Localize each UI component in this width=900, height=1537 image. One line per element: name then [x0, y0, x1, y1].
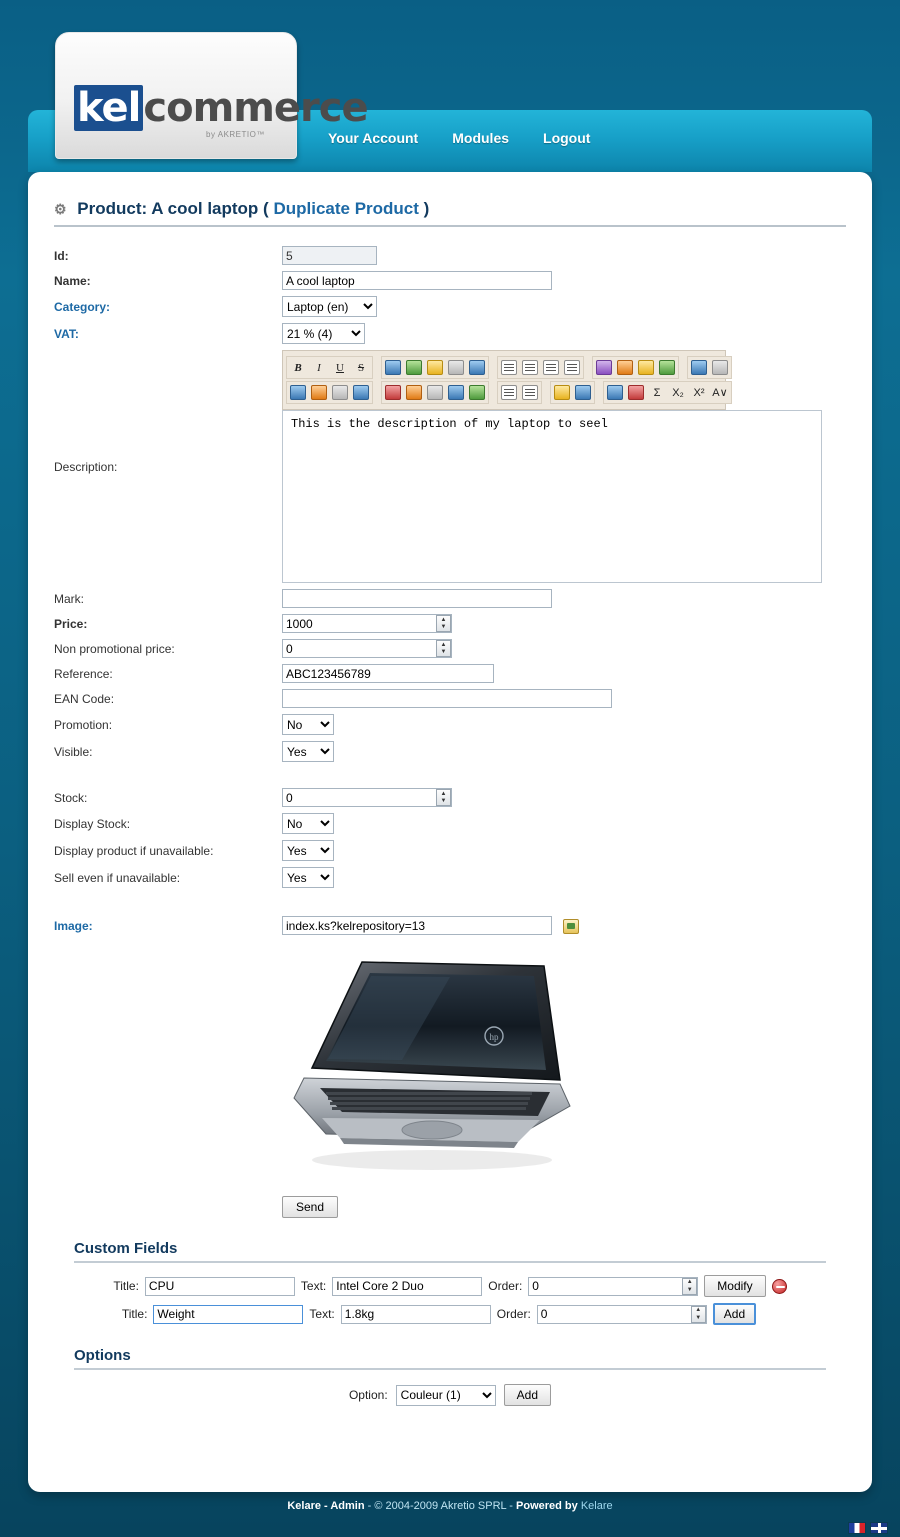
cf-title-label-1: Title: — [113, 1279, 139, 1293]
custom-field-row — [54, 1303, 846, 1325]
product-image — [282, 948, 582, 1188]
rich-text-editor — [282, 350, 846, 583]
nav-item-your-account[interactable]: Your Account — [328, 130, 419, 146]
svg-text:hp: hp — [489, 1032, 499, 1042]
cf-order-stepper-2[interactable]: ▲ ▼ — [691, 1306, 706, 1323]
dropdown-arrow-icon[interactable] — [710, 358, 730, 377]
logo-text — [74, 85, 368, 131]
cf-modify-button[interactable]: Modify — [704, 1275, 765, 1297]
cf-text-input-1[interactable] — [332, 1277, 482, 1296]
ordered-list-icon[interactable] — [499, 383, 519, 402]
form-row-mark — [54, 586, 846, 611]
content-panel — [28, 172, 872, 1492]
form-row-image — [54, 913, 846, 938]
editor-group-color — [592, 356, 679, 379]
options-divider — [74, 1368, 826, 1370]
display-stock-label: Display Stock: — [54, 816, 131, 831]
spellcheck-icon[interactable] — [605, 383, 625, 402]
footer-sep-2: - — [509, 1500, 513, 1512]
align-right-icon[interactable] — [541, 358, 561, 377]
description-editor-body[interactable] — [282, 410, 822, 583]
preview-eye-icon[interactable] — [689, 358, 709, 377]
option-label: Option: — [348, 1388, 388, 1402]
title-divider — [54, 225, 846, 227]
header — [0, 0, 900, 175]
non-promo-price-stepper[interactable]: ▲ ▼ — [436, 640, 451, 657]
logo-subtitle: by AKRETIO™ — [206, 130, 265, 139]
email-link-icon[interactable] — [383, 358, 403, 377]
cf-order-label-1: Order: — [488, 1279, 523, 1293]
mark-input[interactable] — [282, 589, 552, 608]
underline-icon[interactable]: U — [336, 361, 344, 374]
nav-item-logout[interactable]: Logout — [543, 130, 591, 146]
redo-icon[interactable] — [573, 383, 593, 402]
undo-icon[interactable] — [552, 383, 572, 402]
editor-group-clipboard — [286, 381, 373, 404]
form-row-display-stock — [54, 810, 846, 837]
form-row-stock — [54, 785, 846, 810]
logo-kel: kel — [74, 85, 143, 131]
editor-group-text-style — [286, 356, 373, 379]
options-heading: Options — [74, 1347, 131, 1364]
cut-icon[interactable] — [330, 383, 350, 402]
promotion-select[interactable] — [282, 714, 334, 735]
page-title-prefix: Product: — [77, 199, 148, 218]
form-row-ean — [54, 686, 846, 711]
spacer — [54, 765, 282, 785]
special-char-icon[interactable] — [657, 358, 677, 377]
form-row-sell-unavailable — [54, 864, 846, 891]
id-label: Id: — [54, 248, 69, 263]
cf-order-input-1[interactable] — [528, 1277, 698, 1296]
stock-stepper[interactable]: ▲ ▼ — [436, 789, 451, 806]
price-label: Price: — [54, 616, 88, 631]
image-input[interactable] — [282, 916, 552, 935]
gear-icon: ⚙ — [54, 201, 67, 217]
option-add-button[interactable]: Add — [504, 1384, 551, 1406]
sigma-icon[interactable]: Σ — [653, 386, 661, 399]
non-promo-price-label: Non promotional price: — [54, 641, 175, 656]
form-row-id — [54, 243, 846, 268]
reference-label: Reference: — [54, 666, 113, 681]
cf-add-button[interactable]: Add — [713, 1303, 756, 1325]
form-row-price — [54, 611, 846, 636]
image-label: Image: — [54, 918, 93, 933]
cf-remove-icon[interactable] — [772, 1279, 787, 1294]
sell-unavailable-label: Sell even if unavailable: — [54, 870, 181, 885]
sell-unavailable-select[interactable] — [282, 867, 334, 888]
italic-icon[interactable]: I — [317, 361, 321, 374]
option-row — [54, 1384, 846, 1406]
cf-order-input-2[interactable] — [537, 1305, 707, 1324]
visible-select[interactable] — [282, 741, 334, 762]
send-button[interactable]: Send — [282, 1196, 338, 1218]
duplicate-product-link[interactable]: Duplicate Product — [273, 199, 419, 218]
ean-label: EAN Code: — [54, 691, 115, 706]
logo[interactable] — [55, 32, 368, 159]
emoticon-icon[interactable] — [636, 358, 656, 377]
form-row-description — [54, 347, 846, 586]
product-form — [54, 243, 846, 938]
insert-media-icon[interactable] — [467, 358, 487, 377]
upload-image-icon[interactable] — [563, 919, 579, 934]
form-row-category — [54, 293, 846, 320]
insert-image-icon[interactable] — [425, 358, 445, 377]
form-row-promotion — [54, 711, 846, 738]
display-unavailable-label: Display product if unavailable: — [54, 843, 214, 858]
paste-from-word-icon[interactable] — [351, 383, 371, 402]
strikethrough-icon[interactable]: S — [357, 361, 365, 374]
cf-text-input-2[interactable] — [341, 1305, 491, 1324]
stock-label: Stock: — [54, 790, 88, 805]
ean-input[interactable] — [282, 689, 612, 708]
form-row-visible — [54, 738, 846, 765]
cf-text-label-1: Text: — [300, 1279, 327, 1293]
copy-icon[interactable] — [288, 383, 308, 402]
category-label: Category: — [54, 299, 111, 314]
flag-en-icon[interactable] — [870, 1522, 888, 1534]
cf-title-input-1[interactable] — [145, 1277, 295, 1296]
duplicate-paren-open: ( — [263, 199, 269, 218]
price-stepper[interactable]: ▲ ▼ — [436, 615, 451, 632]
clock-icon[interactable] — [404, 383, 424, 402]
language-icon[interactable] — [626, 383, 646, 402]
form-row-name — [54, 268, 846, 293]
editor-group-preview — [687, 356, 732, 379]
editor-group-insert — [381, 356, 489, 379]
name-input[interactable] — [282, 271, 552, 290]
cf-order-stepper-1[interactable]: ▲ ▼ — [682, 1278, 697, 1295]
custom-fields-heading: Custom Fields — [74, 1240, 178, 1257]
calendar-icon[interactable] — [425, 383, 445, 402]
custom-field-row — [54, 1275, 846, 1297]
price-input[interactable] — [282, 614, 452, 633]
option-select[interactable] — [396, 1385, 496, 1406]
form-row-reference — [54, 661, 846, 686]
align-center-icon[interactable] — [520, 358, 540, 377]
editor-group-align — [497, 356, 584, 379]
form-row-display-unavailable — [54, 837, 846, 864]
mark-label: Mark: — [54, 591, 84, 606]
remove-format-icon[interactable] — [383, 383, 403, 402]
cf-title-input-2[interactable] — [153, 1305, 303, 1324]
duplicate-paren-close: ) — [423, 199, 430, 218]
vat-select[interactable] — [282, 323, 365, 344]
page-title — [54, 199, 846, 219]
non-promo-price-input[interactable] — [282, 639, 452, 658]
promotion-label: Promotion: — [54, 717, 113, 732]
align-justify-icon[interactable] — [562, 358, 582, 377]
unordered-list-icon[interactable] — [520, 383, 540, 402]
cf-text-label-2: Text: — [309, 1307, 335, 1321]
language-switcher — [848, 1522, 888, 1534]
name-label: Name: — [54, 273, 91, 288]
editor-toolbar — [282, 350, 726, 410]
category-select[interactable] — [282, 296, 377, 317]
anchor-icon[interactable] — [446, 383, 466, 402]
editor-group-undo — [550, 381, 595, 404]
paste-icon[interactable] — [309, 383, 329, 402]
editor-group-script — [603, 381, 732, 404]
logo-commerce: commerce — [143, 85, 368, 131]
editor-group-remove — [381, 381, 489, 404]
cf-title-label-2: Title: — [121, 1307, 148, 1321]
vat-label: VAT: — [54, 326, 79, 341]
footer-copyright: © 2004-2009 Akretio SPRL — [374, 1500, 507, 1512]
flag-fr-icon[interactable] — [848, 1522, 866, 1534]
form-row-non-promo-price — [54, 636, 846, 661]
globe-link-icon[interactable] — [404, 358, 424, 377]
cf-order-label-2: Order: — [496, 1307, 531, 1321]
custom-fields-divider — [74, 1261, 826, 1263]
display-stock-select[interactable] — [282, 813, 334, 834]
display-unavailable-select[interactable] — [282, 840, 334, 861]
footer-powered-link[interactable]: Kelare — [580, 1500, 613, 1512]
stock-input[interactable] — [282, 788, 452, 807]
background-color-icon[interactable] — [615, 358, 635, 377]
bold-icon[interactable]: B — [294, 361, 302, 374]
footer-powered: Powered by — [516, 1500, 578, 1512]
id-input[interactable] — [282, 246, 377, 265]
subscript-icon[interactable]: X₂ — [672, 386, 684, 399]
visible-label: Visible: — [54, 744, 93, 759]
footer-sep-1: - — [367, 1500, 372, 1512]
insert-table-icon[interactable] — [446, 358, 466, 377]
page-title-product-name: A cool laptop — [151, 199, 259, 218]
editor-group-lists — [497, 381, 542, 404]
nav-item-modules[interactable]: Modules — [452, 130, 510, 146]
description-text: This is the description of my laptop to seel — [291, 417, 608, 431]
align-left-icon[interactable] — [499, 358, 519, 377]
superscript-icon[interactable]: X² — [693, 386, 705, 399]
form-row-vat — [54, 320, 846, 347]
page-break-icon[interactable] — [467, 383, 487, 402]
description-label: Description: — [54, 459, 118, 474]
reference-input[interactable] — [282, 664, 494, 683]
color-wheel-icon[interactable] — [594, 358, 614, 377]
laptop-illustration — [282, 948, 582, 1188]
text-transform-icon[interactable]: A∨ — [712, 387, 728, 399]
footer — [0, 1500, 900, 1512]
footer-app-name: Kelare - Admin — [287, 1500, 365, 1512]
